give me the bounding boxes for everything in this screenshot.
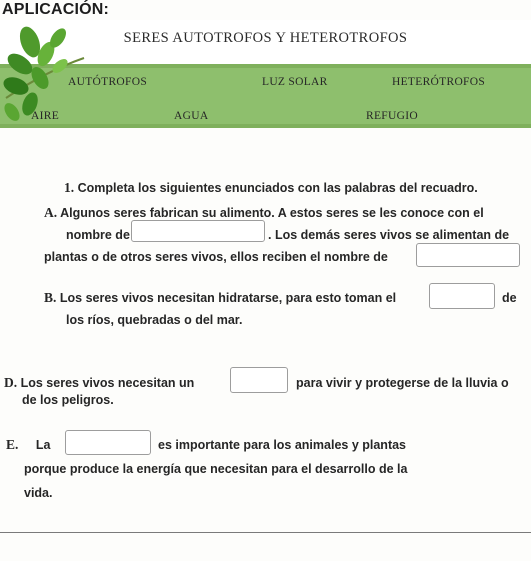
word-luz-solar: LUZ SOLAR [262,76,328,88]
item-b-line1b: de [502,291,517,305]
answer-blank-a1[interactable] [131,220,265,242]
item-d-text: Los seres vivos necesitan un [20,376,195,390]
word-bank-title: SERES AUTOTROFOS Y HETEROTROFOS [123,30,408,46]
word-autotrofos: AUTÓTROFOS [68,76,148,88]
word-agua: AGUA [174,110,209,122]
item-b-line1 [44,288,396,308]
answer-blank-d[interactable] [230,367,288,393]
item-e-line1 [6,435,50,455]
item-b-text: Los seres vivos necesitan hidratarse, para esto toman el [59,291,397,305]
item-e-text: La [35,438,51,452]
word-heterotrofos: HETERÓTROFOS [392,76,486,88]
item-e-letter: E. [6,437,19,452]
item-a-line2a: nombre de [66,228,130,242]
item-d-line1b: para vivir y protegerse de la lluvia o [296,376,509,390]
item-e-line1b: es importante para los animales y plantas [158,438,407,452]
page-heading: APLICACIÓN: [2,1,110,18]
item-a-text: Algunos seres fabrican su alimento. A estos seres se les conoce con el [60,206,484,220]
word-aire: AIRE [31,110,60,122]
answer-blank-b[interactable] [429,283,495,309]
item-b-line2: los ríos, quebradas o del mar. [66,313,243,327]
item-e-line3: vida. [24,486,53,500]
item-a-letter: A. [44,205,58,220]
item-d-line2: de los peligros. [22,393,114,407]
item-a-line3: plantas o de otros seres vivos, ellos reciben el nombre de [44,250,388,264]
item-b-letter: B. [44,290,57,305]
instruction-text: Completa los siguientes enunciados con las palabras del recuadro. [77,181,478,195]
item-d-letter: D. [4,375,18,390]
answer-blank-e[interactable] [65,430,151,455]
item-e-line2: porque produce la energía que necesitan para el desarrollo de la [24,462,408,476]
instruction [64,178,478,198]
instruction-number: 1. [64,180,75,195]
word-refugio: REFUGIO [366,110,418,122]
answer-blank-a2[interactable] [416,243,520,267]
bottom-divider [0,532,531,533]
item-a-line2b: . Los demás seres vivos se alimentan de [268,228,510,242]
